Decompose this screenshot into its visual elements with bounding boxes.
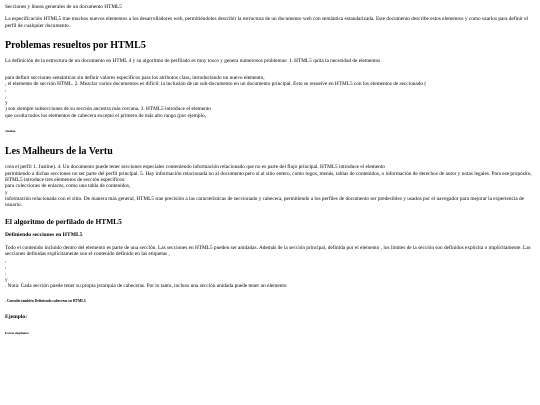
- section-heading-malheurs: Les Malheurs de la Vertu: [5, 146, 113, 158]
- section1-paragraph-3b: que oculta todos los elementos de cabecera excepto el primero de más alto rango (por ejemplo,: [5, 112, 206, 119]
- section2-paragraph-2: información relacionada con el sitio. De manera más general, HTML5 trae precisión a las características de seccionado y cabecera, permitiendo a los perfiles de documento ser predecibles y usados por el navegador para mejorar la experiencia de usuario.: [5, 196, 525, 209]
- section1-paragraph-3a: ) son siempre subsecciones de su sección ancestra más cercana. 3. HTML5 introduce el elemento: [5, 106, 211, 113]
- section3-mark-2: ,: [5, 263, 7, 270]
- example-label: Ejemplo:: [5, 314, 28, 321]
- section1-mark-2: ,: [5, 93, 7, 100]
- section3-mark-1: ,: [5, 257, 7, 264]
- section1-paragraph-1: La definición de la estructura de un documento en HTML 4 y su algoritmo de perfilado es muy tosco y genera numerosos problemas: 1. HTML5 quita la necesidad de elementos: [5, 58, 381, 65]
- subsection-heading-definiendo: Definiendo secciones en HTML5: [5, 231, 83, 238]
- section-heading-problemas: Problemas resueltos por HTML5: [5, 40, 146, 52]
- section3-paragraph-2: . Nota: Cada sección puede tener su propia jerarquía de cabeceras. Por lo tanto, incluso una sección anidada puede tener un elemento: [5, 282, 287, 289]
- section1-mark-1: ,: [5, 87, 7, 94]
- section2-paragraph-1c: para colecciones de enlaces, como una tabla de contenidos,: [5, 183, 131, 190]
- section3-mark-4: y: [5, 276, 8, 283]
- section3-paragraph-1: Todo el contenido incluido dentro del elemento es parte de una sección. Las secciones en HTML5 pueden ser anidadas. Además de la sección principal, definida por el elemento , los límites de la sección son definidos explícita o implícitamente. Las secciones definidas explícitamente son el contenido definido en las etiquetas ,: [5, 244, 531, 258]
- section3-note: . Consulte también Definiendo cabeceras en HTML5.: [5, 299, 87, 304]
- section-heading-algoritmo: El algoritmo de perfilado de HTML5: [5, 216, 122, 226]
- section3-mark-3: ,: [5, 270, 7, 277]
- intro-paragraph: La especificación HTML5 trae muchos nuevos elementos a los desarrolladores web, permitiéndoles describir la estructura de un documento web con semántica estandarizada. Este documento describe estos elementos y como usarlos para definir el perfil de cualquier documento.: [5, 16, 529, 29]
- section1-mark-3: y: [5, 100, 8, 107]
- forest-elephants-label: Forest elephants: [5, 331, 29, 336]
- document-top-title: Secciones y líneas generales de un documento HTML5: [5, 4, 122, 10]
- section1-small-label: Justine: [5, 129, 16, 134]
- section2-paragraph-1a: crea el perfil 1. Justine). 4. Un documento puede tener secciones especiales conteniendo información relacionado que no es parte del flujo principal. HTML5 introduce el elemento: [5, 164, 385, 171]
- section2-mark: y: [5, 189, 8, 196]
- section2-paragraph-1b: permitiendo a dichas secciones no ser parte del perfil principal. 5. Hay información relacionada no al documento pero sí al sitio entero, como logos, menús, tablas de contenidos, o información de derechos de autor y notas legales. Para ese propósito, HTML5 introduce tres elementos de sección específicos:: [5, 170, 532, 183]
- section1-paragraph-2b: , el elemento de sección HTML. 2. Mezclar varios documentos es difícil: la inclusión de un sub-documento en un documento principal. Esto se resuelve en HTML5 con los elementos de seccionado (: [5, 81, 427, 88]
- section1-paragraph-2a: para definir secciones semánticas sin definir valores específicos para los atributos class, introduciendo un nuevo elemento,: [5, 74, 265, 81]
